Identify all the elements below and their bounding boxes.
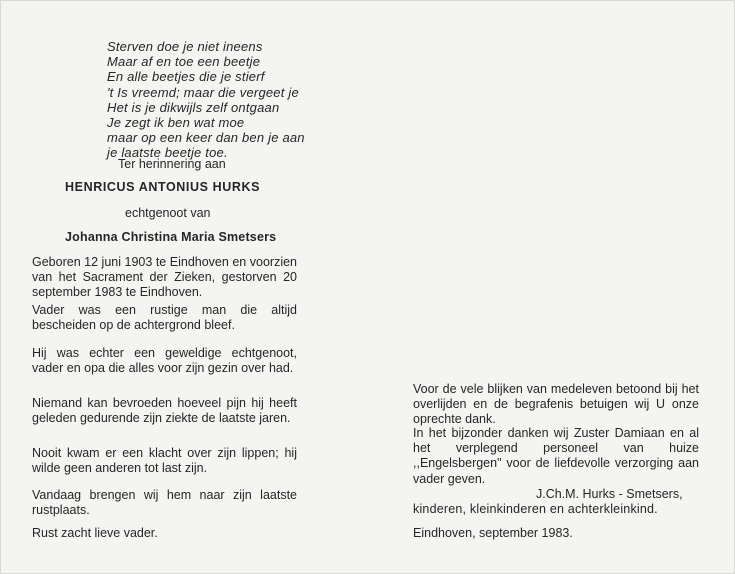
deceased-name: HENRICUS ANTONIUS HURKS — [65, 180, 261, 194]
poem-line: Sterven doe je niet ineens — [107, 39, 263, 54]
poem-line: Het is je dikwijls zelf ontgaan — [107, 99, 280, 115]
paragraph: Hij was echter een geweldige echtgenoot, vader en opa die alles voor zijn gezin over had. — [32, 346, 297, 376]
closing-line: Rust zacht lieve vader. — [32, 526, 158, 540]
poem-line: je laatste beetje toe. — [107, 145, 228, 161]
paragraph: Vandaag brengen wij hem naar zijn laatste rustplaats. — [32, 488, 297, 518]
paragraph: Niemand kan bevroeden hoeveel pijn hij heeft geleden gedurende zijn ziekte de laatste jaren. — [32, 396, 297, 426]
signature-block — [413, 487, 703, 517]
paragraph: Nooit kwam er een klacht over zijn lippen; hij wilde geen anderen tot last zijn. — [32, 446, 297, 476]
thanks-paragraph: Voor de vele blijken van medeleven betoond bij het overlijden en de begrafenis betuigen wij U onze oprechte dank. — [413, 382, 699, 427]
signature-family: kinderen, kleinkinderen en achterkleinkind. — [413, 502, 658, 517]
signature-name: J.Ch.M. Hurks - Smetsers, — [536, 487, 683, 501]
poem — [107, 39, 305, 161]
paragraph-birth-death: Geboren 12 juni 1903 te Eindhoven en voorzien van het Sacrament der Zieken, gestorven 20 september 1983 te Eindhoven. — [32, 255, 297, 300]
poem-line: maar op een keer dan ben je aan — [107, 130, 305, 146]
poem-line: 't Is vreemd; maar die vergeet je — [107, 84, 299, 100]
remembrance-label: Ter herinnering aan — [118, 157, 226, 171]
thanks-paragraph: In het bijzonder danken wij Zuster Damiaan en al het verplegend personeel van huize ,,Engelsbergen" voor de liefdevolle verzorging aan vader geven. — [413, 426, 699, 486]
spouse-name: Johanna Christina Maria Smetsers — [65, 230, 277, 244]
spouse-label: echtgenoot van — [125, 206, 211, 220]
poem-line: En alle beetjes die je stierf — [107, 69, 265, 85]
poem-line: Je zegt ik ben wat moe — [107, 115, 245, 131]
poem-line: Maar af en toe een beetje — [107, 54, 261, 70]
place-date: Eindhoven, september 1983. — [413, 526, 573, 540]
paragraph: Vader was een rustige man die altijd bescheiden op de achtergrond bleef. — [32, 303, 297, 333]
